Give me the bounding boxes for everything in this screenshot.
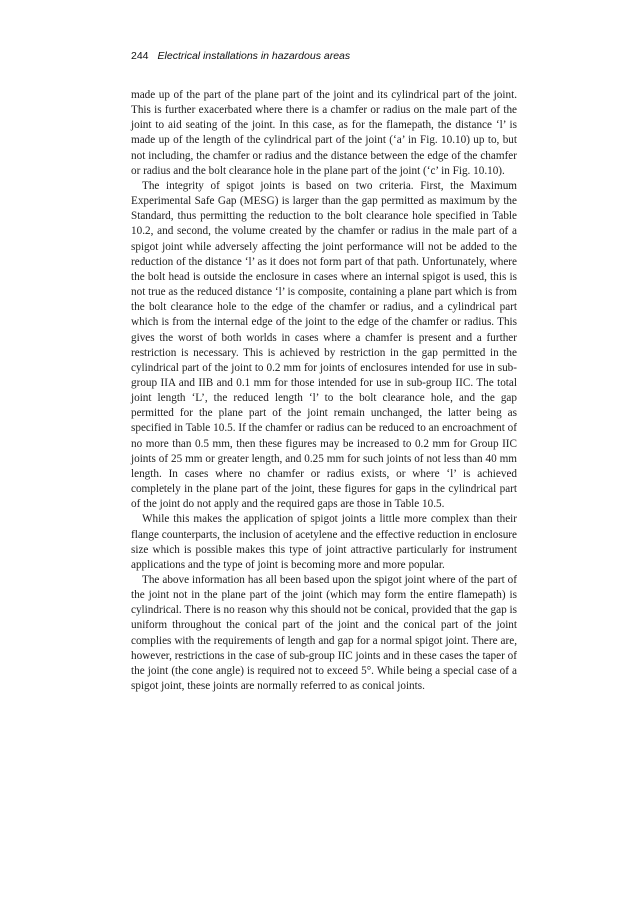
paragraph-conical-joints: The above information has all been based upon the spigot joint where of the part of the joint not in the plane part of the joint (which may form the entire flamepath) is cylindrical. There is no reason why this should not be conical, provided that the gap is uniform throughout the conical part of the joint and the conical part of the joint complies with the requirements of length and gap for a normal spigot joint. There are, however, restrictions in the case of sub-group IIC joints and in these cases the taper of the joint (the cone angle) is required not to exceed 5°. While being a special case of a spigot joint, these joints are normally referred to as conical joints.	[131, 574, 517, 693]
body-text	[131, 88, 517, 694]
paragraph-spigot-application: While this makes the application of spigot joints a little more complex than their flange counterparts, the inclusion of acetylene and the effective reduction in enclosure size which is possible makes this type of joint attractive particularly for instrument applications and the type of joint is becoming more and more popular.	[131, 513, 517, 571]
paragraph-continued: made up of the part of the plane part of the joint and its cylindrical part of the joint. This is further exacerbated where there is a chamfer or radius on the male part of the joint to aid seating of the joint. In this case, as for the flamepath, the distance ‘l’ is made up of the length of the cylindrical part of the joint (‘a’ in Fig. 10.10) up to, but not including, the chamfer or radius and the distance between the edge of the chamfer or radius and the bolt clearance hole in the plane part of the joint (‘c’ in Fig. 10.10).	[131, 89, 517, 177]
page-number: 244	[131, 50, 149, 62]
book-title: Electrical installations in hazardous areas	[157, 50, 351, 62]
paragraph-spigot-integrity: The integrity of spigot joints is based on two criteria. First, the Maximum Experimental Safe Gap (MESG) is larger than the gap permitted as maximum by the Standard, thus permitting the reduction to the bolt clearance hole specified in Table 10.2, and second, the volume created by the chamfer or radius in the male part of a spigot joint while adversely affecting the joint performance will not be added to the reduction of the distance ‘l’ as it does not form part of that path. Unfortunately, where the bolt head is outside the enclosure in cases where an internal spigot is used, this is not true as the reduced distance ‘l’ is composite, containing a plane part which is from the bolt clearance hole to the edge of the chamfer or radius, and a cylindrical part which is from the internal edge of the joint to the edge of the chamfer or radius. This gives the worst of both worlds in cases where a chamfer is present and a further restriction is necessary. This is achieved by restriction in the gap permitted in the cylindrical part of the joint to 0.2 mm for joints of enclosures intended for use in sub-group IIA and IIB and 0.1 mm for those intended for use in sub-group IIC. The total joint length ‘L’, the reduced length ‘l’ to the bolt clearance hole, and the gap permitted for the plane part of the joint remain unchanged, the latter being as specified in Table 10.5. If the chamfer or radius can be reduced to an encroachment of no more than 0.5 mm, then these figures may be increased to 0.2 mm for Group IIC joints of 25 mm or greater length, and 0.25 mm for such joints of not less than 40 mm length. In cases where no chamfer or radius exists, or where ‘l’ is achieved completely in the plane part of the joint, these figures for gaps in the cylindrical part of the joint do not apply and the required gaps are those in Table 10.5.	[131, 179, 517, 511]
running-header	[131, 50, 350, 62]
